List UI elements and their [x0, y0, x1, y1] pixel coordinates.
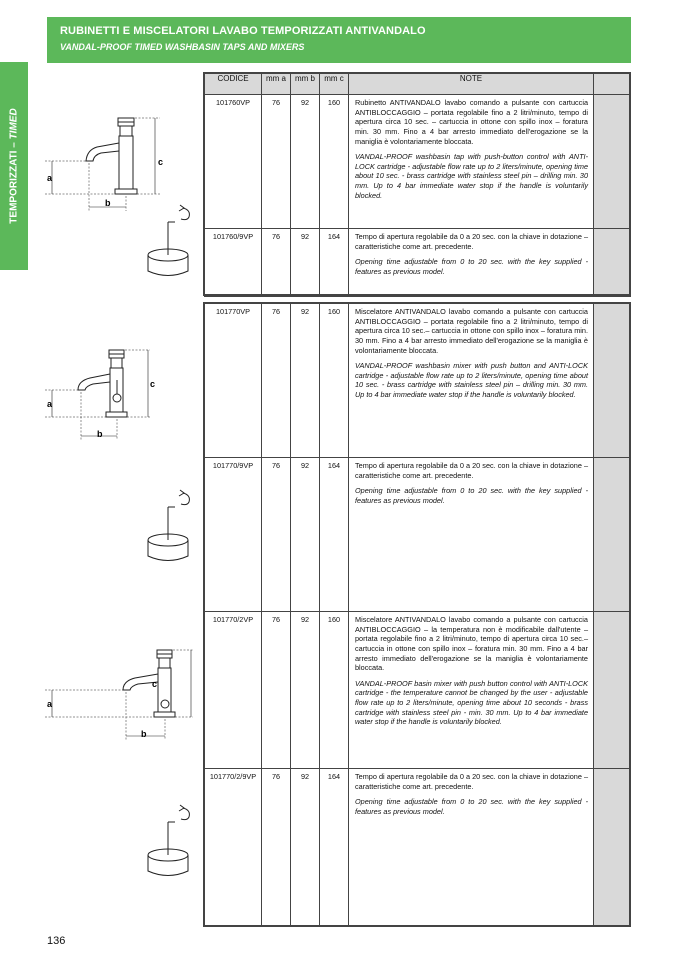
- table-row: [205, 458, 631, 612]
- product-code: 101770VP: [205, 304, 262, 458]
- column-header-b: mm b: [291, 74, 320, 95]
- product-code: 101770/2VP: [205, 612, 262, 769]
- dimension-a: 76: [262, 229, 291, 297]
- dimension-c: 160: [320, 95, 349, 229]
- key-cylinder-icon: [145, 800, 205, 880]
- label-b: b: [105, 198, 111, 208]
- label-a: a: [47, 399, 53, 409]
- header-title: RUBINETTI E MISCELATORI LAVABO TEMPORIZZATI ANTIVANDALO: [60, 25, 426, 37]
- shaded-cell: [594, 458, 631, 612]
- tap-dimension-drawing: [45, 105, 195, 215]
- shaded-cell: [594, 769, 631, 927]
- note-italian: Tempo di apertura regolabile da 0 a 20 sec. con la chiave in dotazione – caratteristiche come art. precedente.: [355, 461, 588, 480]
- label-b: b: [97, 429, 103, 439]
- label-c: c: [152, 679, 158, 689]
- column-header-note: NOTE: [349, 74, 594, 95]
- column-header-blank: [594, 74, 631, 95]
- dimension-b: 92: [291, 458, 320, 612]
- dimension-a: 76: [262, 458, 291, 612]
- dimension-c: 164: [320, 769, 349, 927]
- mixer-dimension-drawing: [45, 640, 195, 745]
- mixer-dimension-drawing: [45, 340, 195, 445]
- dimension-a: 76: [262, 769, 291, 927]
- note-italian: Tempo di apertura regolabile da 0 a 20 sec. con la chiave in dotazione – caratteristiche come art. precedente.: [355, 232, 588, 251]
- side-tab-label: TEMPORIZZATI – TIMED: [8, 108, 20, 224]
- dimension-b: 92: [291, 229, 320, 297]
- shaded-cell: [594, 95, 631, 229]
- spec-table-1: [204, 73, 631, 297]
- table-row: [205, 612, 631, 769]
- page-number: 136: [47, 935, 66, 947]
- shaded-cell: [594, 304, 631, 458]
- header-subtitle: VANDAL-PROOF TIMED WASHBASIN TAPS AND MIXERS: [60, 42, 305, 52]
- label-b: b: [141, 729, 147, 739]
- dimension-c: 160: [320, 304, 349, 458]
- spec-table-2: [204, 303, 631, 927]
- dimension-a: 76: [262, 304, 291, 458]
- label-a: a: [47, 699, 53, 709]
- dimension-b: 92: [291, 612, 320, 769]
- product-note: [349, 612, 594, 769]
- dimension-b: 92: [291, 304, 320, 458]
- table-row: [205, 95, 631, 229]
- product-code: 101770/9VP: [205, 458, 262, 612]
- dimension-a: 76: [262, 612, 291, 769]
- note-english: VANDAL-PROOF basin mixer with push button control with ANTI-LOCK cartridge - the temperature cannot be changed by the user - adjustable flow rate up to 2 liters/minute, opening time about 10 seconds - brass cartridge with stainless steel pin - min. 30 mm. Up to 4 bar immediate water stop if the handle is voluntarily blocked.: [355, 678, 588, 727]
- product-note: [349, 304, 594, 458]
- table-row: [205, 769, 631, 927]
- product-code: 101760VP: [205, 95, 262, 229]
- note-english: VANDAL-PROOF washbasin mixer with push button and ANTI-LOCK cartridge - adjustable flow rate up to 2 liters/minute, opening time about 10 sec. - brass cartridge with stainless steel pin – drilling min. 30 mm. Up to 4 bar immediate water stop if the handle is voluntarily blocked.: [355, 361, 588, 399]
- table-row: [205, 229, 631, 297]
- page-header: [47, 17, 631, 63]
- label-a: a: [47, 173, 53, 183]
- dimension-c: 164: [320, 458, 349, 612]
- key-cylinder-icon: [145, 485, 205, 565]
- product-code: 101760/9VP: [205, 229, 262, 297]
- column-header-codice: CODICE: [205, 74, 262, 95]
- note-english: Opening time adjustable from 0 to 20 sec. with the key supplied - features as previous model.: [355, 257, 588, 276]
- product-note: [349, 95, 594, 229]
- column-header-c: mm c: [320, 74, 349, 95]
- note-italian: Rubinetto ANTIVANDALO lavabo comando a pulsante con cartuccia ANTIBLOCCAGGIO – portata regolabile fino a 2 litri/minuto, tempo di apertura circa 10 sec. – cartuccia in ottone con spillo inox – foratura min. 30 mm. Fino a 4 bar arresto immediato dell'erogazione se la maniglia è volontariamente bloccata.: [355, 98, 588, 146]
- dimension-c: 164: [320, 229, 349, 297]
- dimension-a: 76: [262, 95, 291, 229]
- column-header-a: mm a: [262, 74, 291, 95]
- dimension-b: 92: [291, 95, 320, 229]
- note-english: Opening time adjustable from 0 to 20 sec. with the key supplied - features as previous model.: [355, 797, 588, 816]
- product-note: [349, 458, 594, 612]
- note-english: VANDAL-PROOF washbasin tap with push-button control with ANTI-LOCK cartridge - adjustable flow rate up to 2 liters/minute, opening time about 10 sec. - brass cartridge with stainless steel pin – drilling min. 30 mm. Up to 4 bar immediate water stop if the handle is voluntarily blocked.: [355, 152, 588, 200]
- dimension-b: 92: [291, 769, 320, 927]
- label-c: c: [158, 157, 164, 167]
- note-italian: Miscelatore ANTIVANDALO lavabo comando a pulsante con cartuccia ANTIBLOCCAGGIO – la temperatura non è modificabile dall'utente – portata regolabile fino a 2 litri/minuto, tempo di apertura circa 10 sec.– cartuccia in ottone con spillo inox – foratura min. 30 mm. Fino a 4 bar arresto immediato dell'erogazione se la maniglia è volontariamente bloccata.: [355, 615, 588, 673]
- note-italian: Miscelatore ANTIVANDALO lavabo comando a pulsante con cartuccia ANTIBLOCCAGGIO – portata regolabile fino a 2 litri/minuto, tempo di apertura circa 10 sec.– cartuccia in ottone con spillo inox – foratura min. 30 mm. Fino a 4 bar arresto immediato dell'erogazione se la maniglia è volontariamente bloccata.: [355, 307, 588, 355]
- label-c: c: [150, 379, 156, 389]
- key-cylinder-icon: [145, 200, 205, 280]
- product-code: 101770/2/9VP: [205, 769, 262, 927]
- table-header-row: [205, 74, 631, 95]
- dimension-c: 160: [320, 612, 349, 769]
- shaded-cell: [594, 612, 631, 769]
- side-tab: [0, 62, 28, 270]
- shaded-cell: [594, 229, 631, 297]
- table-row: [205, 304, 631, 458]
- note-english: Opening time adjustable from 0 to 20 sec. with the key supplied - features as previous model.: [355, 486, 588, 505]
- product-note: [349, 229, 594, 297]
- note-italian: Tempo di apertura regolabile da 0 a 20 sec. con la chiave in dotazione – caratteristiche come art. precedente.: [355, 772, 588, 791]
- product-note: [349, 769, 594, 927]
